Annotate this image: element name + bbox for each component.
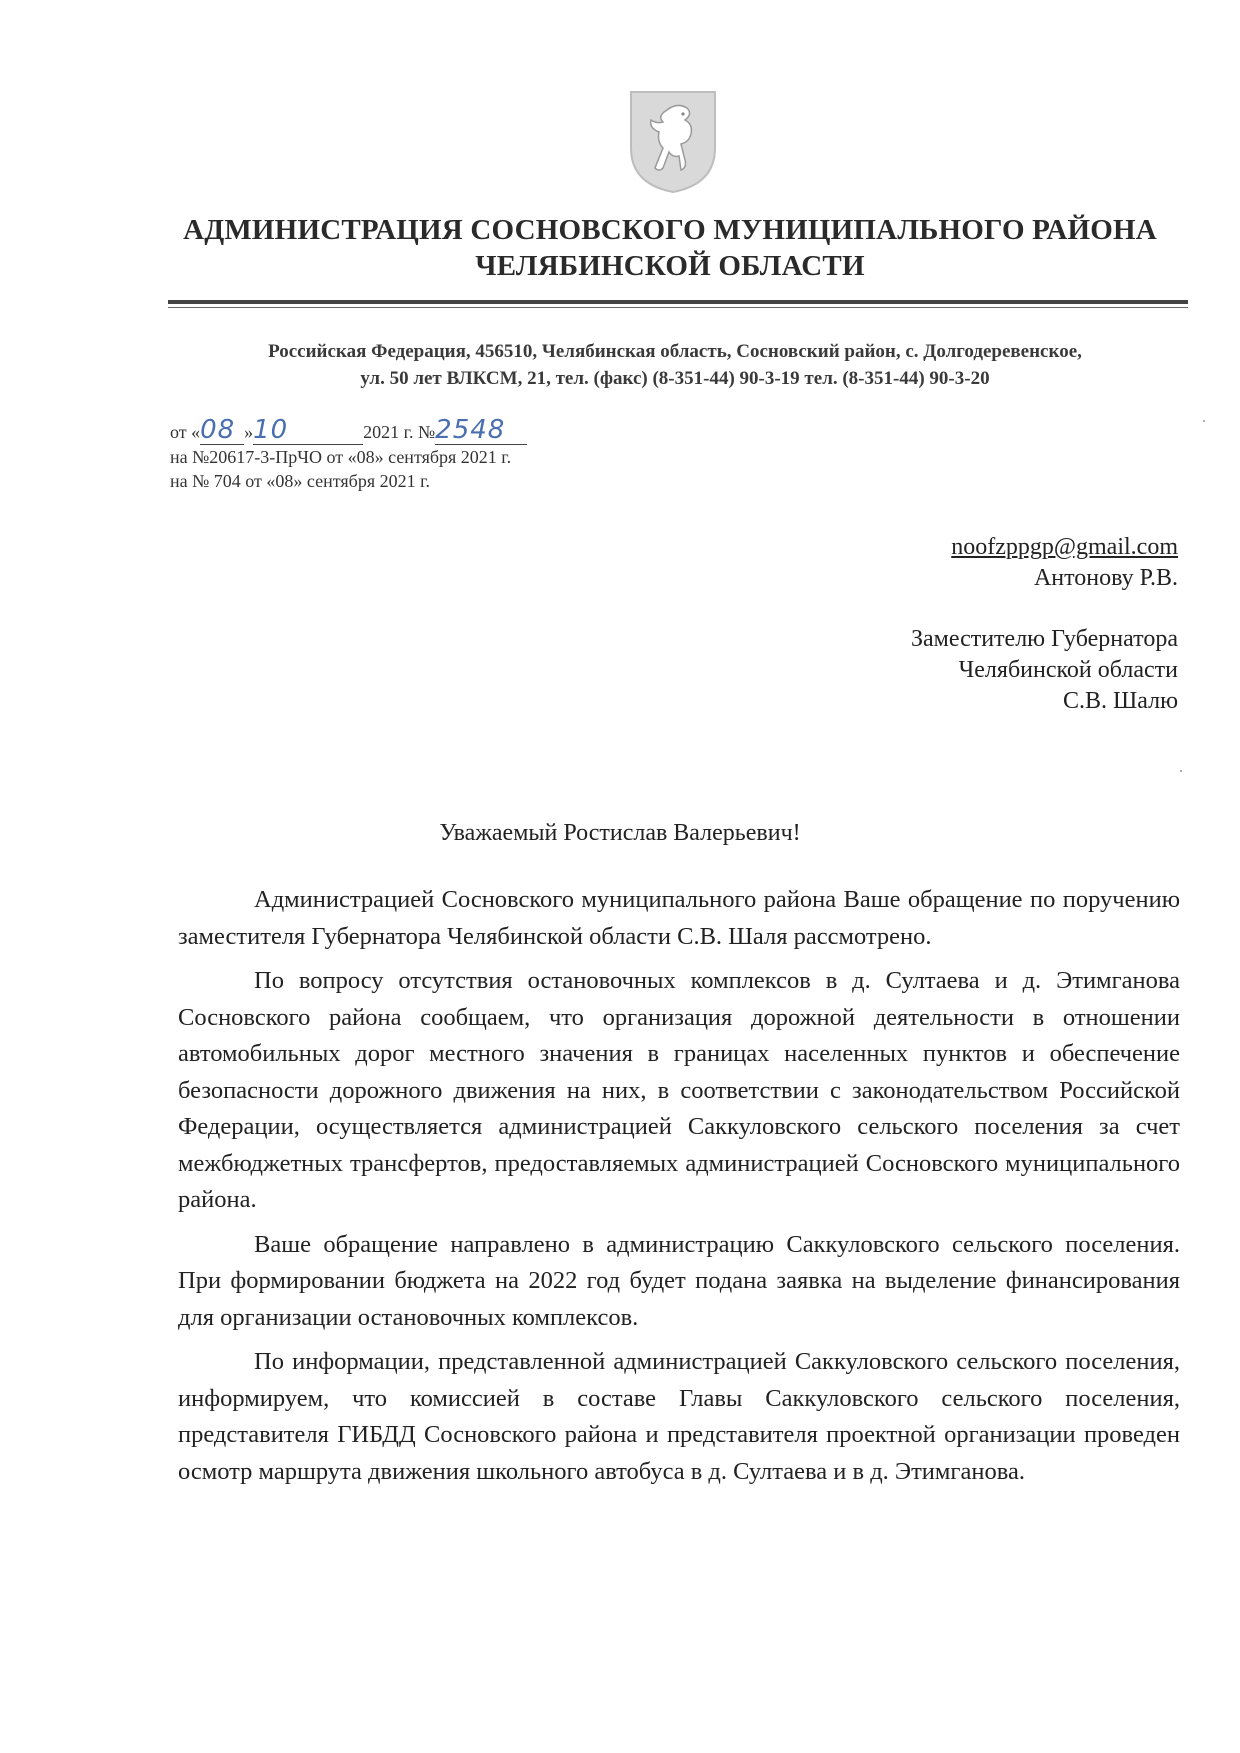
recipient-email: noofzppgp@gmail.com bbox=[951, 534, 1178, 560]
outgoing-date-number bbox=[170, 415, 730, 445]
letter-body bbox=[178, 882, 1180, 1498]
organization-address bbox=[150, 338, 1200, 392]
document-references bbox=[170, 415, 730, 493]
organization-title bbox=[150, 212, 1190, 284]
date-day: 08 bbox=[200, 415, 236, 445]
reference-line-2: на № 704 от «08» сентября 2021 г. bbox=[170, 471, 430, 491]
address-line2: ул. 50 лет ВЛКСМ, 21, тел. (факс) (8-351-44) 90-3-19 тел. (8-351-44) 90-3-20 bbox=[360, 368, 990, 389]
header-rule-thin bbox=[168, 307, 1188, 308]
organization-title-line2: ЧЕЛЯБИНСКОЙ ОБЛАСТИ bbox=[475, 250, 865, 282]
body-paragraph-2: По вопросу отсутствия остановочных комплексов в д. Султаева и д. Этимганова Сосновского района сообщаем, что организация дорожной деятельности в отношении автомобильных дорог местного значения в границах населенных пунктов и обеспечение безопасности дорожного движения на них, в соответствии с законодательством Российской Федерации, осуществляется администрацией Саккуловского сельского поселения за счет межбюджетных трансфертов, предоставляемых администрацией Сосновского муниципального района. bbox=[178, 967, 1180, 1213]
body-paragraph-1: Администрацией Сосновского муниципального района Ваше обращение по поручению заместителя Губернатора Челябинской области С.В. Шаля рассмотрено. bbox=[178, 886, 1180, 950]
addressee-line3: С.В. Шалю bbox=[1063, 688, 1178, 714]
addressee-block bbox=[678, 532, 1178, 717]
organization-title-line1: АДМИНИСТРАЦИЯ СОСНОВСКОГО МУНИЦИПАЛЬНОГО РАЙОНА bbox=[183, 214, 1157, 246]
date-month: 10 bbox=[253, 415, 289, 445]
addressee-line2: Челябинской области bbox=[958, 657, 1178, 683]
scan-speck bbox=[1180, 770, 1182, 772]
document-number: 2548 bbox=[435, 415, 506, 445]
date-prefix: от « bbox=[170, 422, 201, 442]
salutation: Уважаемый Ростислав Валерьевич! bbox=[439, 820, 801, 846]
addressee-line1: Заместителю Губернатора bbox=[910, 626, 1178, 652]
address-line1: Российская Федерация, 456510, Челябинская область, Сосновский район, с. Долгодеревенское, bbox=[268, 341, 1082, 362]
body-paragraph-4: По информации, представленной администрацией Саккуловского сельского поселения, информируем, что комиссией в составе Главы Саккуловского сельского поселения, представителя ГИБДД Сосновского района и представителя проектной организации проведен осмотр маршрута движения школьного автобуса в д. Султаева и в д. Этимганова. bbox=[178, 1348, 1180, 1485]
coat-of-arms-icon bbox=[627, 88, 719, 195]
reference-line-1: на №20617-3-ПрЧО от «08» сентября 2021 г. bbox=[170, 447, 512, 467]
body-paragraph-3: Ваше обращение направлено в администрацию Саккуловского сельского поселения. При формировании бюджета на 2022 год будет подана заявка на выделение финансирования для организации остановочных комплексов. bbox=[178, 1230, 1180, 1331]
date-year: 2021 г. № bbox=[363, 422, 436, 442]
scan-speck bbox=[1203, 420, 1205, 422]
recipient-name: Антонову Р.В. bbox=[1033, 565, 1178, 591]
date-mid: » bbox=[244, 422, 254, 442]
header-rule bbox=[168, 300, 1188, 304]
